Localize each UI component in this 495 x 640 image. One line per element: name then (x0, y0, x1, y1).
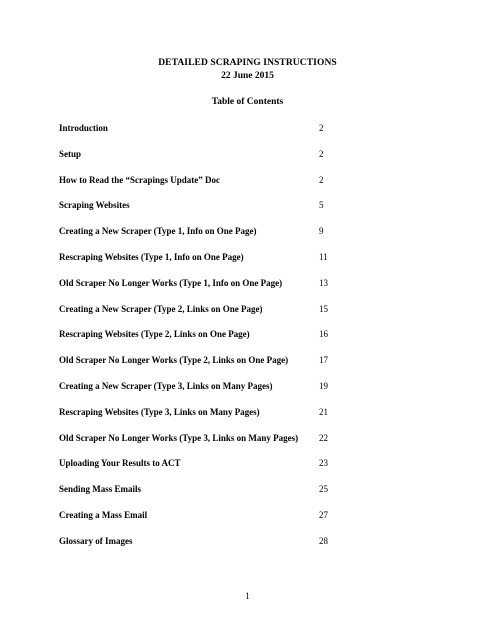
toc-entry-title: Introduction (59, 123, 108, 133)
toc-entry-title: Setup (59, 148, 82, 159)
toc-entry-title: Scraping Websites (59, 200, 130, 211)
table-of-contents (59, 122, 339, 561)
toc-entry-page: 23 (319, 458, 328, 469)
toc-entry (59, 457, 339, 483)
toc-entry (59, 328, 339, 354)
toc-entry-title: Glossary of Images (59, 535, 133, 546)
toc-entry-title: Creating a New Scraper (Type 2, Links on One Page) (59, 303, 263, 314)
toc-entry-page: 2 (319, 148, 324, 159)
toc-entry-page: 2 (319, 123, 324, 133)
document-date: 22 June 2015 (221, 71, 274, 81)
toc-entry-title: Old Scraper No Longer Works (Type 2, Links on One Page) (59, 355, 289, 366)
document-title: DETAILED SCRAPING INSTRUCTIONS (158, 58, 337, 68)
toc-entry (59, 122, 339, 148)
toc-entry (59, 354, 339, 380)
toc-entry (59, 406, 339, 432)
toc-entry (59, 225, 339, 251)
toc-entry-page: 17 (319, 355, 328, 366)
toc-entry-page: 27 (319, 509, 328, 520)
toc-entry (59, 199, 339, 225)
toc-entry-page: 13 (319, 277, 328, 288)
toc-entry-title: Creating a Mass Email (59, 509, 148, 520)
toc-entry-page: 28 (319, 535, 328, 546)
page-number: 1 (245, 591, 250, 601)
toc-entry-page: 9 (319, 226, 324, 237)
toc-entry-title: Rescraping Websites (Type 3, Links on Many Pages) (59, 406, 260, 417)
toc-entry-page: 15 (319, 303, 328, 314)
toc-heading: Table of Contents (211, 97, 284, 107)
toc-entry-page: 22 (319, 432, 328, 443)
toc-entry (59, 174, 339, 200)
toc-entry-page: 5 (319, 200, 324, 211)
toc-entry (59, 251, 339, 277)
toc-entry (59, 277, 339, 303)
toc-entry (59, 509, 339, 535)
toc-entry-page: 16 (319, 329, 328, 340)
toc-entry-title: Creating a New Scraper (Type 1, Info on One Page) (59, 226, 257, 237)
toc-entry-title: Creating a New Scraper (Type 3, Links on Many Pages) (59, 380, 273, 391)
toc-entry (59, 432, 339, 458)
toc-entry-title: Old Scraper No Longer Works (Type 1, Info on One Page) (59, 277, 283, 288)
toc-entry (59, 303, 339, 329)
toc-entry-page: 2 (319, 174, 324, 185)
toc-entry-title: Rescraping Websites (Type 1, Info on One Page) (59, 251, 244, 262)
toc-entry (59, 535, 339, 561)
toc-entry-page: 19 (319, 380, 328, 391)
toc-entry-title: Old Scraper No Longer Works (Type 3, Links on Many Pages) (59, 432, 299, 443)
toc-entry-page: 25 (319, 484, 328, 495)
toc-entry-title: How to Read the “Scrapings Update” Doc (59, 174, 220, 185)
toc-entry-title: Uploading Your Results to ACT (59, 458, 181, 469)
toc-entry (59, 148, 339, 174)
toc-entry (59, 483, 339, 509)
toc-entry-title: Sending Mass Emails (59, 484, 142, 495)
toc-entry-title: Rescraping Websites (Type 2, Links on One Page) (59, 329, 250, 340)
toc-entry-page: 11 (319, 251, 328, 262)
toc-entry-page: 21 (319, 406, 328, 417)
toc-entry (59, 380, 339, 406)
